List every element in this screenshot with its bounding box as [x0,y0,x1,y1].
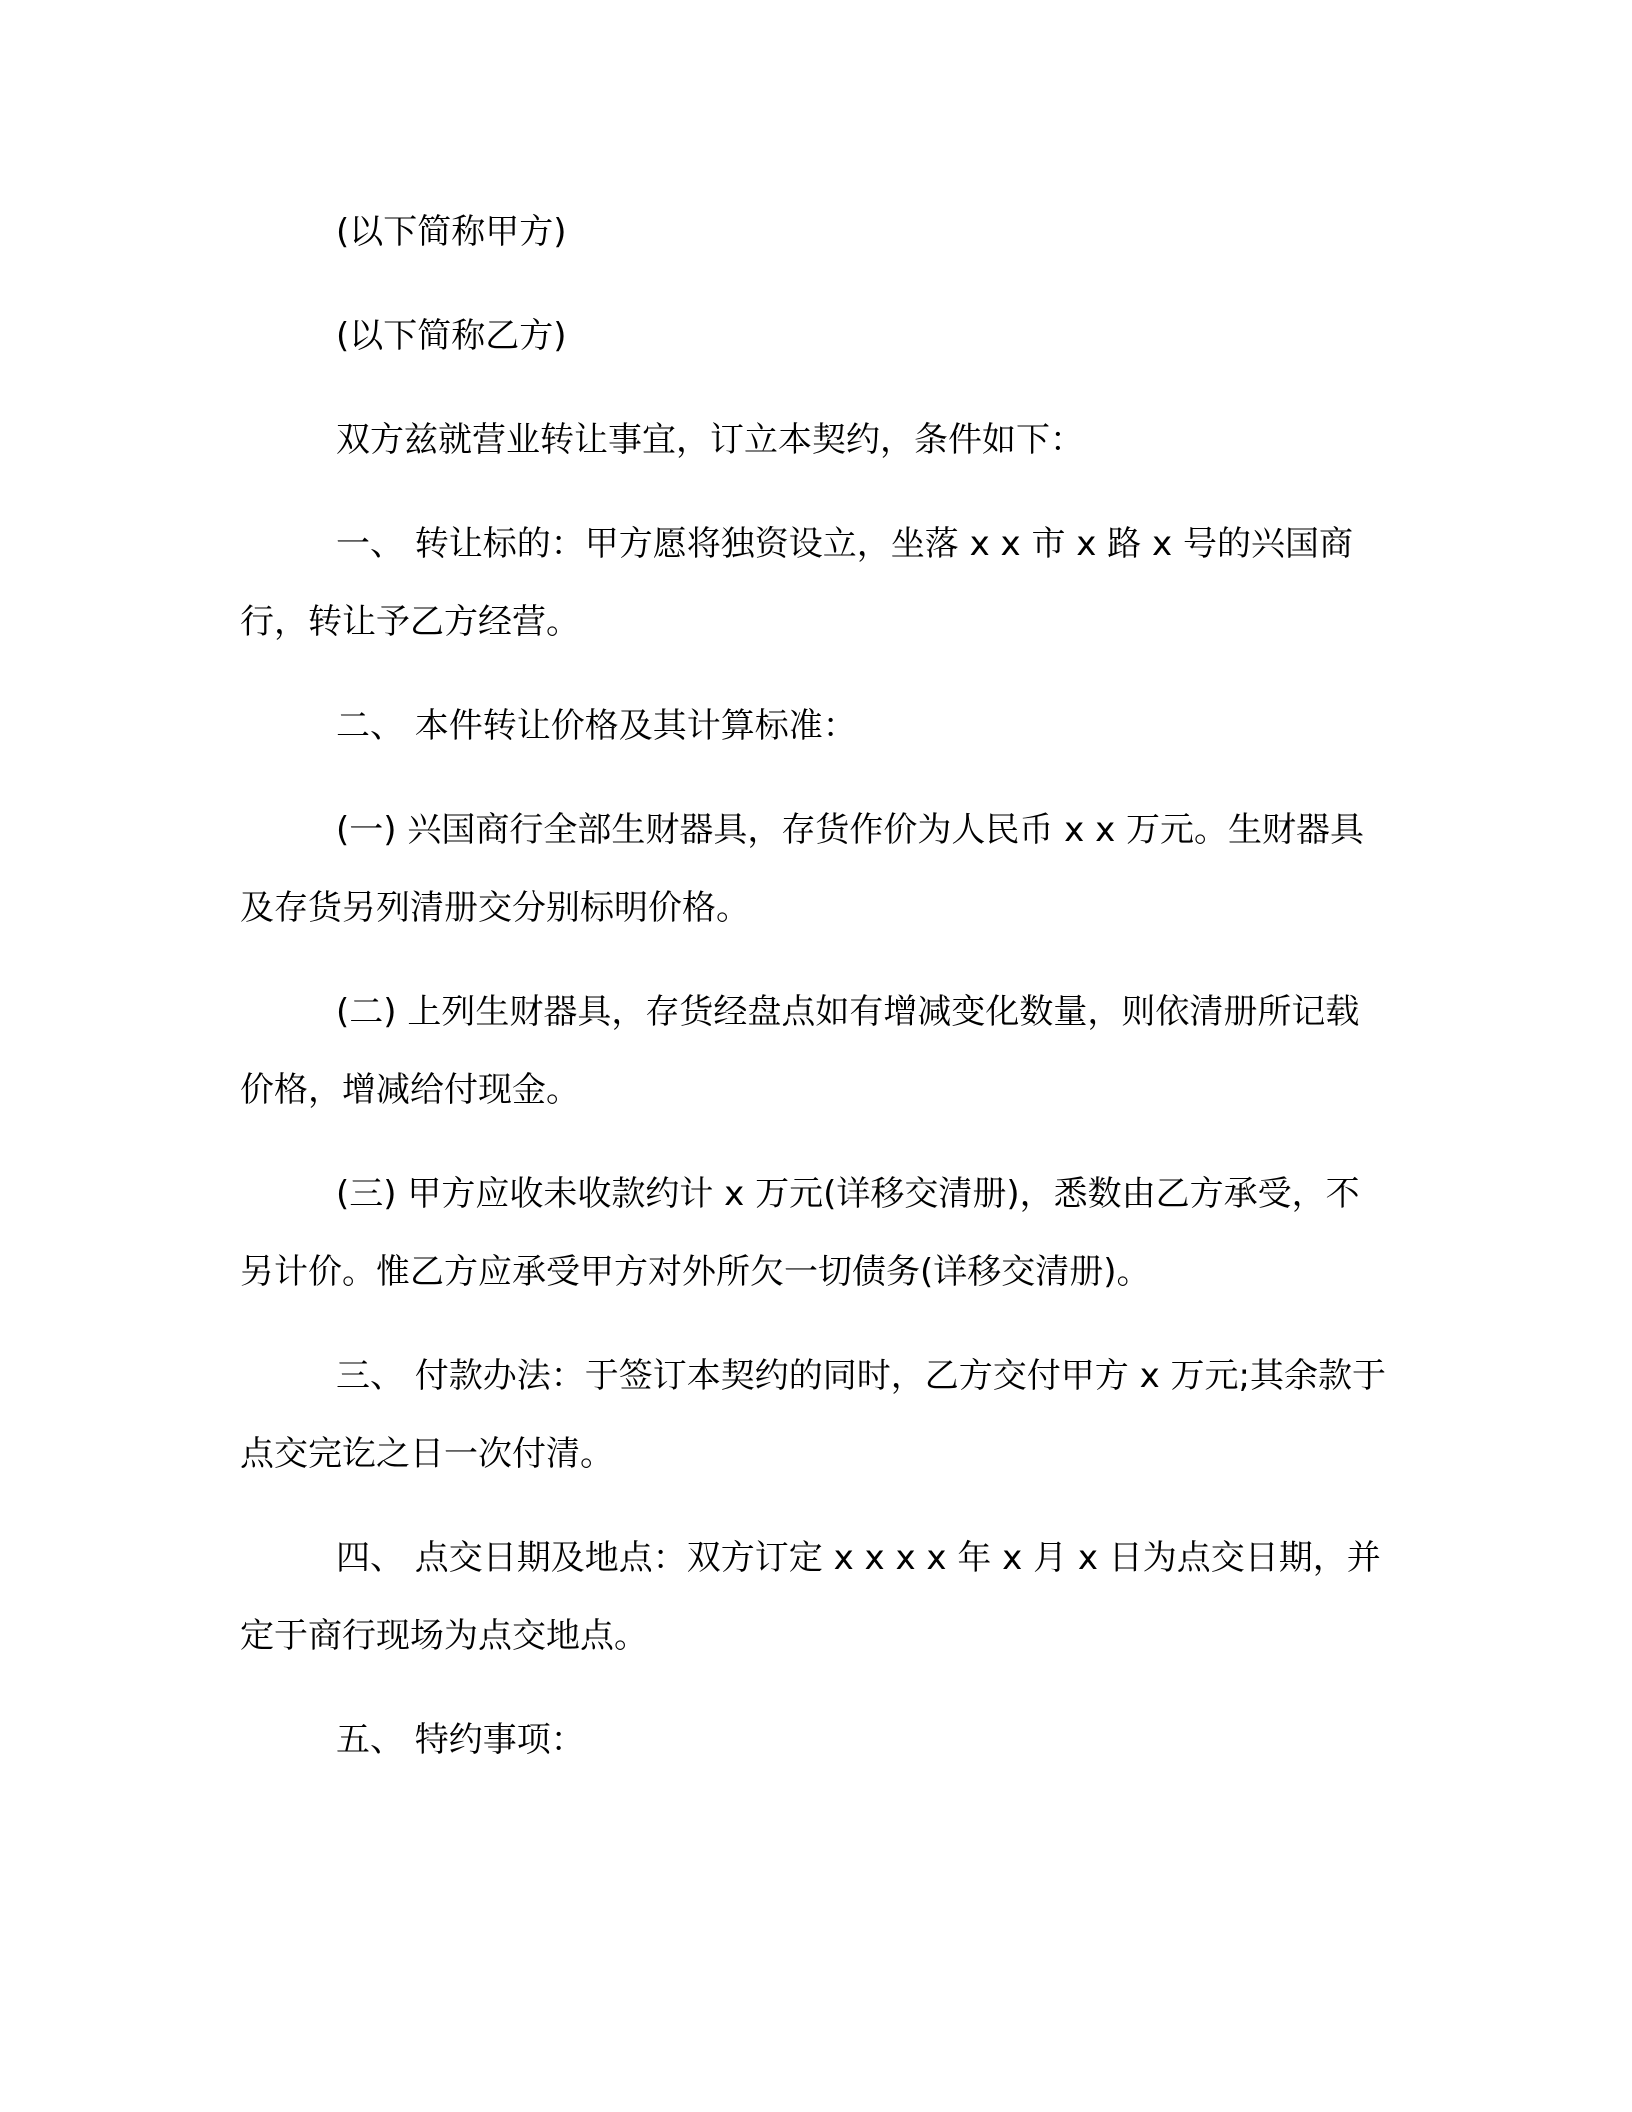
paragraph-article-1: 一、 转让标的：甲方愿将独资设立，坐落 x x 市 x 路 x 号的兴国商行，转让予乙方经营。 [240,524,1353,642]
paragraph-article-5: 五、 特约事项： [336,1720,585,1760]
paragraph-article-3: 三、 付款办法：于签订本契约的同时，乙方交付甲方 x 万元;其余款于点交完讫之日一次付清。 [240,1356,1386,1474]
document-body [240,193,1392,1779]
paragraph-intro: 双方兹就营业转让事宜，订立本契约，条件如下： [336,420,1084,460]
paragraph-article-4: 四、 点交日期及地点：双方订定 x x x x 年 x 月 x 日为点交日期，并定于商行现场为点交地点。 [240,1538,1381,1656]
paragraph-article-2: 二、 本件转让价格及其计算标准： [336,706,857,746]
paragraph-article-2-item-1: (一) 兴国商行全部生财器具，存货作价为人民币 x x 万元。生财器具及存货另列清册交分别标明价格。 [240,810,1364,928]
paragraph-article-2-item-2: (二) 上列生财器具，存货经盘点如有增减变化数量，则依清册所记载价格，增减给付现金。 [240,992,1360,1110]
paragraph-party-a: (以下简称甲方) [336,212,567,252]
paragraph-article-2-item-3: (三) 甲方应收未收款约计 x 万元(详移交清册)，悉数由乙方承受，不另计价。惟乙方应承受甲方对外所欠一切债务(详移交清册)。 [240,1174,1360,1292]
paragraph-party-b: (以下简称乙方) [336,316,567,356]
